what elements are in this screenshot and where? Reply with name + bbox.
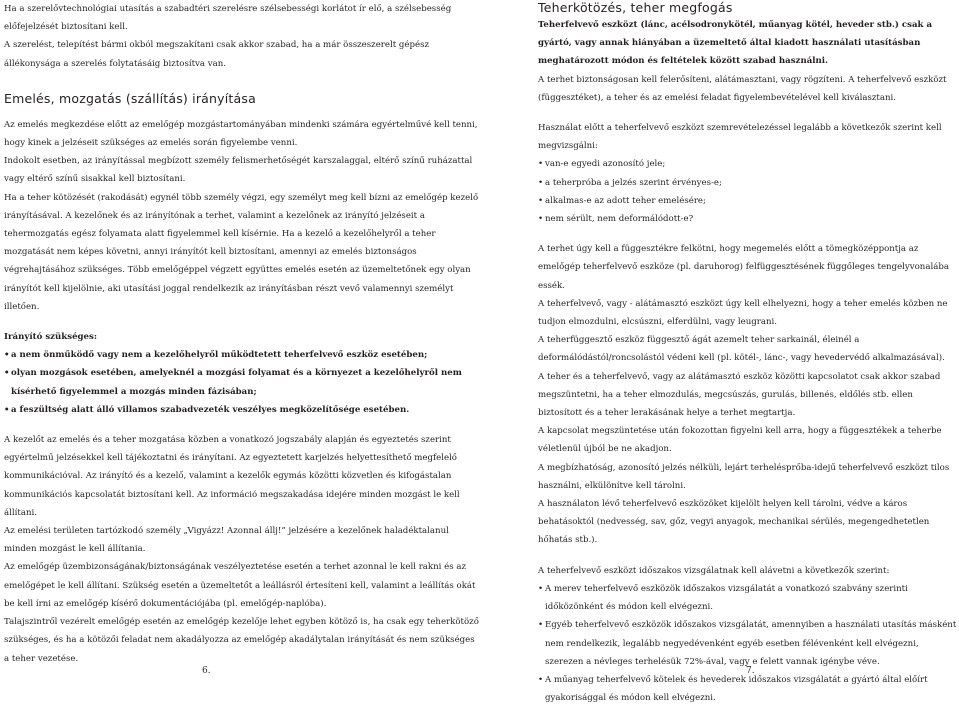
body-paragraph: A teherfüggesztő eszköz függesztő ágát azemelt teher sarkainál, éleinél a deformálódástól/roncsolástól védeni kell (pl. kötél-, lánc-, vagy hevedervédő alkalmazásával). (538, 335, 945, 364)
body-paragraph: A terhet úgy kell a függesztékre felkötni, hogy megemelés előtt a tömegközéppontja az emelőgép teherfelvevő eszköze (pl. daruhorog) felfüggesztésének függőleges tengelyvonalába essék. (538, 244, 949, 291)
section-heading-rigging: Teherkötözés, teher megfogás (538, 0, 733, 15)
body-paragraph: A megbízhatóság, azonosító jelzés nélküli, lejárt terhelésprőba-idejű teherfelvevő eszközt tilos használni, elkülönítve kell tárolni. (538, 462, 950, 491)
requirement-title: Irányító szükséges: (4, 332, 98, 343)
check-intro: Használat előtt a teherfelvevő eszközt szemrevételezéssel legalább a következők szerint kell megvizsgálni: (538, 123, 942, 152)
body-paragraph: Az emelőgép üzembizonságának/biztonságának veszélyeztetése esetén a terhet azonnal le kell rakni és az emelőgépet le kell állítani. Szükség esetén a üzemeltetőt a leállásról értesíteni kell, valamint a leállítás okát be kell írni az emelőgép kísérő dokumentációjába (pl. emelőgép-naplóba). (4, 562, 476, 609)
requirement-list (4, 346, 479, 419)
list-item: • olyan mozgások esetében, amelyeknél a mozgási folyamat és a környezet a kezelőhelyről nem kísérhető figyelemmel a mozgás minden fázisában; (4, 364, 479, 400)
body-paragraph: Talajszintről vezérelt emelőgép esetén az emelőgép kezelője lehet egyben kötöző is, ha csak egy teherkötöző szükséges, és ha a kötözői feladat nem akadályozza az emelőgép akadálytalan irányítását és nem szükséges a teher vezetése. (4, 617, 479, 664)
list-item: • a teherpróba a jelzés szerint érvényes-e; (538, 174, 959, 192)
bold-paragraph: Teherfelvevő eszközt (lánc, acélsodronykötél, műanyag kötél, heveder stb.) csak a gyártó, vagy annak hiányában a üzemeltető által kiadott használati utasításban meghatározott módon és feltételek között szabad használni. (538, 20, 933, 67)
body-paragraph: A terhet biztonságosan kell felerősíteni, alátámasztani, vagy rögzíteni. A teherfelvevő eszközt (függesztéket), a teher és az emelési feladat figyelembevételével kell kiválasztani. (538, 74, 947, 103)
page-number: 7. (746, 666, 755, 676)
list-item: • A merev teherfelvevő eszközök időszakos vizsgálatát a vonatkozó szabvány szerinti időközönként és módon kell elvégezni. (538, 580, 959, 616)
list-item: • a nem önműködő vagy nem a kezelőhelyről működtetett teherfelvevő eszköz esetében; (4, 346, 479, 364)
body-paragraph: A kezelőt az emelés és a teher mozgatása közben a vonatkozó jogszabály alapján és egyeztetés szerint egyértelmű jelzésekkel kell tájékoztatni és irányítani. Az egyeztetett karjelzés helyettesíthető megfelelő kommunikációval. Az irányító és a kezelő, valamint a kezelők egymás közötti közvetlen és kifogástalan kommunikációs kapcsolatát biztosítani kell. Az információ megszakadása idejére minden mozgást le kell állítani. (4, 435, 460, 518)
page-number: 6. (202, 666, 211, 676)
periodic-list (538, 580, 959, 707)
body-paragraph: Az emelés megkezdése előtt az emelőgép mozgástartományában mindenki számára egyértelművé kell tenni, hogy kinek a jelzéseit szükséges az emelés során figyelembe venni. (4, 119, 478, 149)
body-paragraph: Indokolt esetben, az irányítással megbízott személy felismerhetőségét karszalaggal, eltérő színű ruházattal vagy eltérő színű sisakkal kell biztosítani. (4, 156, 473, 185)
left-page (0, 0, 479, 681)
section-heading-lifting: Emelés, mozgatás (szállítás) irányítása (4, 90, 256, 106)
list-item: • alkalmas-e az adott teher emelésére; (538, 192, 959, 210)
body-paragraph: A teher és a teherfelvevő, vagy az alátámasztó eszköz közötti kapcsolatot csak akkor szabad megszüntetni, ha a teher elmozdulás, megcsúszás, gurulás, billenés, eldőlés stb. ellen biztosított és a teher lerakásának helye a terhet megtartja. (538, 371, 941, 419)
body-paragraph: A használaton lévő teherfelvevő eszközöket kijelölt helyen kell tárolni, védve a káros behatásoktól (nedvesség, sav, gőz, vegyi anyagok, mechanikai sérülés, megengedhetetlen hőhatás stb.). (538, 499, 930, 546)
list-item: • a feszültség alatt álló villamos szabadvezeték veszélyes megközelítősége esetében. (4, 401, 479, 419)
list-item: • van-e egyedi azonosító jele; (538, 155, 959, 173)
list-item: • nem sérült, nem deformálódott-e? (538, 210, 959, 228)
right-page (486, 0, 959, 704)
check-list (538, 155, 959, 228)
list-item: • A műanyag teherfelvevő kötelek és hevederek időszakos vizsgálatát a gyártó által előírt gyakorisággal és módon kell elvégezni. (538, 671, 959, 707)
intro-paragraph: Ha a szerelővtechnológiai utasítás a szabadtéri szerelésre szélsebességi korlátot ír elő, a szélsebesség előfejelzését biztosítani kell. (4, 4, 452, 33)
list-item: • Egyéb teherfelvevő eszközök időszakos vizsgálatát, amennyiben a használati utasítás másként nem rendelkezik, legalább negyedévenként egyéb esetben félévenként kell elvégezni, szerezen a névleges terhelésük 72%-ával, vagy e felett vannak igénybe véve. (538, 616, 959, 671)
body-paragraph: Az emelési területen tartózkodó személy „Vigyázz! Azonnal állj!” jelzésére a kezelőnek haladéktalanul minden mozgást le kell állítania. (4, 526, 449, 555)
body-paragraph: A kapcsolat megszüntetése után fokozottan figyelni kell arra, hogy a függesztékek a teherbe véletlenül újból be ne akadjon. (538, 426, 942, 455)
intro-paragraph: A szerelést, telepítést bármi okból megszakítani csak akkor szabad, ha a már összeszerelt gépész állékonysága a szerelés folytatásáig biztosítva van. (4, 40, 430, 69)
periodic-intro: A teherfelvevő eszközt időszakos vizsgálatnak kell alávetni a következők szerint: (538, 565, 890, 576)
body-paragraph: A teherfelvevő, vagy - alátámasztó eszközt úgy kell elhelyezni, hogy a teher emelés közben ne tudjon elmozdulni, elcsúszni, elferdülni, vagy leugrani. (538, 298, 948, 328)
body-paragraph: Ha a teher kötözését (rakodását) egynél több személy végzi, egy személyt meg kell bízni az emelőgép kezelő irányításával. A kezelőnek és az irányítónak a terhet, valamint a kezelőnek az irányító jelzéseit a tehermozgatás egész folyamata alatt figyelemmel kell kísérnie. Ha a kezelő a kezelőhelyről a teher mozgatását nem képes követni, annyi irányítót kell biztosítani, amennyi az emelés biztonságos végrehajtásához szükséges. Több emelőgéppel végzett együttes emelés esetén az üzemeltetőnek egy olyan irányítót kell kijelölnie, aki utasítási joggal rendelkezik az irányításban részt vevő valamennyi személyt illetően. (4, 192, 479, 312)
